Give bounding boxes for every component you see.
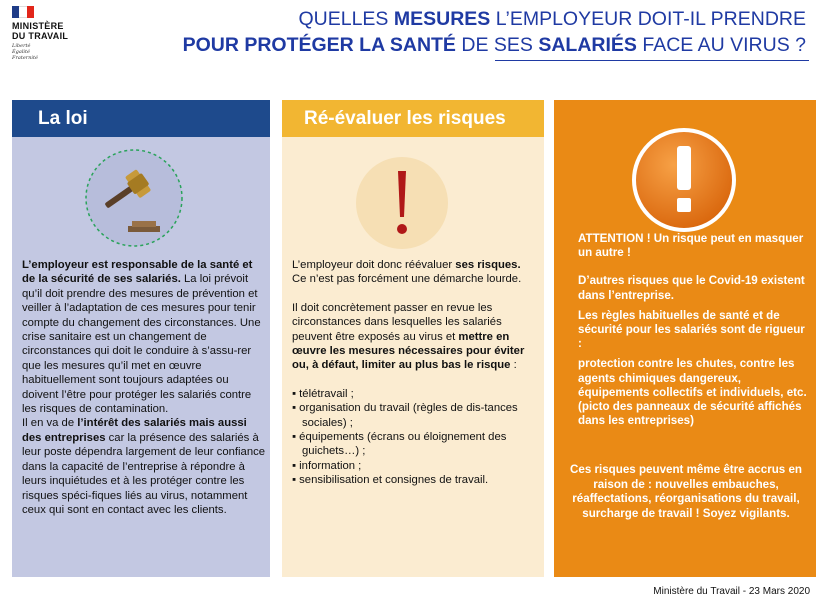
panel-law-title: La loi xyxy=(38,108,88,129)
title-underline xyxy=(495,60,809,61)
attention-text xyxy=(578,232,810,428)
law-paragraph-2: Il en va de l’intérêt des salariés mais aussi des entreprises car la présence des salariés à leur poste dépendra largement de leur confiance dans la capacité de l’entreprise à répondre à leurs inquiétudes et à les protéger contre les risques spéci-fiques liés au virus, notamment ceux qui sont en contact avec les clients. xyxy=(22,417,266,516)
panel-law xyxy=(12,100,270,577)
panel-attention xyxy=(554,100,816,577)
logo-name-line1: MINISTÈRE xyxy=(12,21,64,31)
logo-motto-3: Fraternité xyxy=(12,55,38,61)
list-item: ▪ télétravail ; xyxy=(292,387,354,400)
attention-closing: Ces risques peuvent même être accrus en raison de : nouvelles embauches, réaffectations, réorganisations du travail, surcharge de travail ! Soyez vigilants. xyxy=(570,463,802,520)
panel-law-text xyxy=(22,258,267,517)
title-line-2: POUR PROTÉGER LA SANTÉ DE SES SALARIÉS FACE AU VIRUS ? xyxy=(182,34,806,56)
attention-line-2: D’autres risques que le Covid-19 existent dans l’entreprise. xyxy=(578,274,805,302)
panel-reevaluate xyxy=(282,100,544,577)
logo-motto-1: Liberté xyxy=(12,43,31,49)
reeval-paragraph-2: Il doit concrètement passer en revue les circonstances dans lesquelles les salariés peuvent être exposés au virus et mettre en œuvre les mesures nécessaires pour éviter ou, à défaut, limiter au plus bas le risque : xyxy=(292,301,525,372)
gavel-icon xyxy=(84,148,184,248)
logo-name-line2: DU TRAVAIL xyxy=(12,31,69,41)
warning-icon xyxy=(630,126,738,234)
reeval-bullet-list xyxy=(292,387,537,488)
list-item: ▪ organisation du travail (règles de dis-tances sociales) ; xyxy=(292,402,518,429)
attention-line-4: protection contre les chutes, contre les agents chimiques dangereux, équipements collectifs et individuels, etc. (picto des panneaux de sécurité affichés dans les entreprises) xyxy=(578,357,807,428)
panel-reevaluate-header xyxy=(282,100,544,137)
attention-line-3: Les règles habituelles de santé et de sécurité pour les salariés sont de rigueur : xyxy=(578,308,805,351)
panel-reevaluate-text xyxy=(292,258,537,488)
reeval-paragraph-1: L’employeur doit donc réévaluer ses risques. Ce n’est pas forcément une démarche lourde. xyxy=(292,259,522,286)
logo-motto-2: Égalité xyxy=(12,49,30,55)
ministry-logo xyxy=(12,6,92,70)
list-item: ▪ sensibilisation et consignes de travail. xyxy=(292,474,489,487)
list-item: ▪ équipements (écrans ou éloignement des guichets…) ; xyxy=(292,431,507,458)
attention-line-1: ATTENTION ! Un risque peut en masquer un autre ! xyxy=(578,232,804,260)
list-item: ▪ information ; xyxy=(292,459,362,472)
exclamation-icon xyxy=(354,155,450,251)
marianne-flag-icon xyxy=(12,6,34,18)
panel-reevaluate-title: Ré-évaluer les risques xyxy=(304,108,506,129)
title-line-1: QUELLES MESURES L’EMPLOYEUR DOIT-IL PRENDRE xyxy=(298,8,806,30)
panel-law-header xyxy=(12,100,270,137)
page-title xyxy=(183,6,806,58)
law-paragraph-1: L’employeur est responsable de la santé et de la sécurité de ses salariés. La loi prévoit qu’il doit prendre des mesures de prévention et veiller à l’adaptation de ces mesures pour tenir compte du changement des circonstances. Une crise sanitaire est un changement de circonstances qui doit le conduire à s’assu-rer que les mesures qu’il met en œuvre habituellement sont toujours adaptées ou doivent l’être pour protéger les salariés contre les risques de contamination. xyxy=(22,259,261,416)
footer-credit: Ministère du Travail - 23 Mars 2020 xyxy=(653,586,810,597)
